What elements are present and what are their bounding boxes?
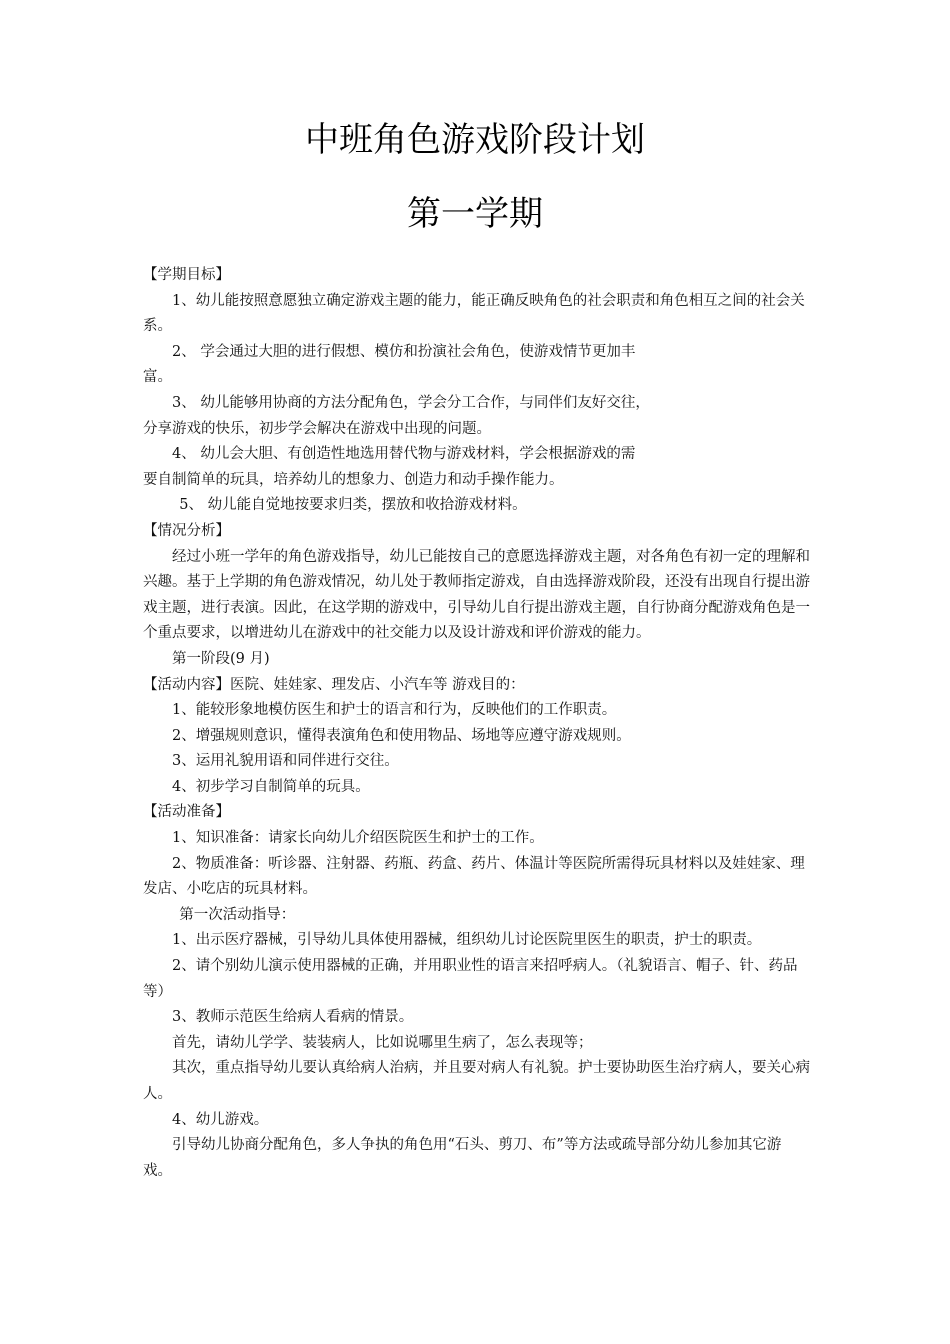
goal-3-line-1: 3、 幼儿能够用协商的方法分配角色，学会分工合作，与同伴们友好交往， bbox=[172, 394, 650, 411]
goal-1: 1、幼儿能按照意愿独立确定游戏主题的能力，能正确反映角色的社会职责和角色相互之间的社会关系。 bbox=[143, 292, 805, 335]
preparation-item-1: 1、知识准备：请家长向幼儿介绍医院医生和护士的工作。 bbox=[172, 830, 544, 847]
document-title: 中班角色游戏阶段计划 bbox=[305, 120, 645, 160]
section-heading-analysis: 【情况分析】 bbox=[143, 522, 230, 539]
document-subtitle: 第一学期 bbox=[407, 194, 543, 234]
document-body bbox=[143, 263, 810, 1184]
goal-5: 5、 幼儿能自觉地按要求归类，摆放和收拾游戏材料。 bbox=[179, 497, 527, 514]
content-item-2: 2、增强规则意识，懂得表演角色和使用物品、场地等应遵守游戏规则。 bbox=[172, 727, 631, 744]
content-item-1: 1、能较形象地模仿医生和护士的语言和行为，反映他们的工作职责。 bbox=[172, 702, 617, 719]
guidance-item-4: 4、幼儿游戏。 bbox=[172, 1111, 269, 1128]
section-heading-content: 【活动内容】医院、娃娃家、理发店、小汽车等 游戏目的： bbox=[143, 676, 525, 693]
goal-4-line-2: 要自制简单的玩具，培养幼儿的想象力、创造力和动手操作能力。 bbox=[143, 471, 564, 488]
guidance-item-2: 2、请个别幼儿演示使用器械的正确，并用职业性的语言来招呼病人。（礼貌语言、帽子、针、药品等） bbox=[143, 958, 798, 1000]
guidance-heading: 第一次活动指导： bbox=[179, 906, 296, 923]
content-item-4: 4、初步学习自制简单的玩具。 bbox=[172, 778, 370, 795]
guidance-item-1: 1、出示医疗器械，引导幼儿具体使用器械，组织幼儿讨论医院里医生的职责，护士的职责。 bbox=[172, 932, 762, 949]
content-item-3: 3、运用礼貌用语和同伴进行交往。 bbox=[172, 753, 399, 770]
guidance-step-second: 其次，重点指导幼儿要认真给病人治病，并且要对病人有礼貌。护士要协助医生治疗病人，要关心病人。 bbox=[143, 1060, 810, 1102]
goal-3-line-2: 分享游戏的快乐，初步学会解决在游戏中出现的问题。 bbox=[143, 420, 491, 437]
goal-2-line-2: 富。 bbox=[143, 369, 172, 386]
analysis-paragraph: 经过小班一学年的角色游戏指导，幼儿已能按自己的意愿选择游戏主题，对各角色有初一定的理解和兴趣。基于上学期的角色游戏情况，幼儿处于教师指定游戏，自由选择游戏阶段，还没有出现自行提出游戏主题，进行表演。因此，在这学期的游戏中，引导幼儿自行提出游戏主题，自行协商分配游戏角色是一个重点要求，以增进幼儿在游戏中的社交能力以及设计游戏和评价游戏的能力。 bbox=[143, 548, 810, 642]
guidance-step-first: 首先，请幼儿学学、装装病人，比如说哪里生病了，怎么表现等； bbox=[172, 1034, 593, 1051]
goal-4-line-1: 4、 幼儿会大胆、有创造性地选用替代物与游戏材料，学会根据游戏的需 bbox=[172, 446, 636, 463]
guidance-item-4-detail: 引导幼儿协商分配角色，多人争执的角色用“石头、剪刀、布”等方法或疏导部分幼儿参加其它游戏。 bbox=[143, 1137, 782, 1179]
goal-2-line-1: 2、 学会通过大胆的进行假想、模仿和扮演社会角色，使游戏情节更加丰 bbox=[172, 343, 636, 360]
guidance-item-3: 3、教师示范医生给病人看病的情景。 bbox=[172, 1009, 414, 1026]
section-heading-preparation: 【活动准备】 bbox=[143, 804, 230, 821]
section-heading-goals: 【学期目标】 bbox=[143, 267, 230, 283]
preparation-item-2: 2、物质准备：听诊器、注射器、药瓶、药盒、药片、体温计等医院所需得玩具材料以及娃娃家、理发店、小吃店的玩具材料。 bbox=[143, 855, 805, 898]
stage-heading: 第一阶段(9 月) bbox=[172, 650, 270, 667]
